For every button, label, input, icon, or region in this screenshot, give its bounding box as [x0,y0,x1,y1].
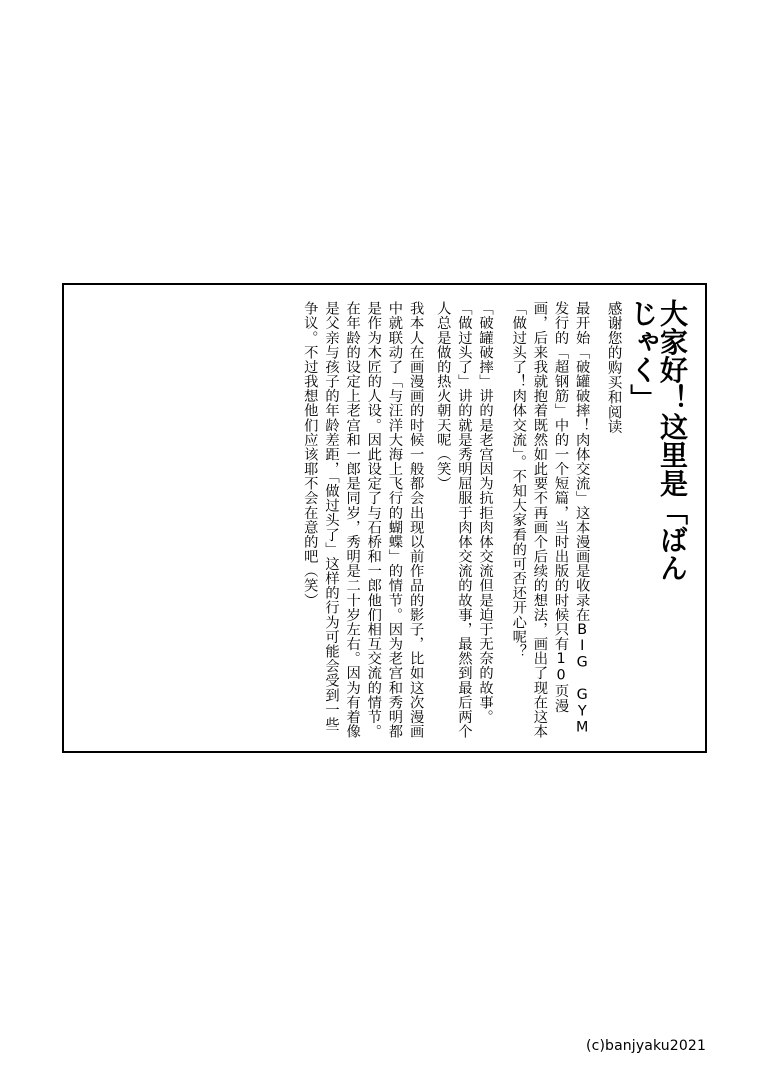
afterword-subtitle: 感谢您的购买和阅读 [605,301,622,435]
afterword-title: 大家好！这里是「ばんじゃく」 [626,299,689,582]
afterword-panel [62,283,707,753]
afterword-paragraph-1: 最开始「破罐破摔！肉体交流」这本漫画是收录在BIG GYM发行的「超钢筋」中的一个短篇，当时出版的时候只有10页漫画，后来我就抱着既然如此要不再画个后续的想法，画出了现在这本「做过头了！肉体交流」。不知大家看的可否还开心呢？ [510,301,591,739]
copyright-notice: (c)banjyaku2021 [586,1038,706,1054]
afterword-paragraph-2: 「破罐破摔」讲的是老宫因为抗拒肉体交流但是迫于无奈的故事。「做过头了」讲的就是秀明屈服于肉体交流的故事，最然到最后两个人总是做的热火朝天呢（笑） [435,301,494,739]
afterword-paragraph-3: 我本人在画漫画的时候一般都会出现以前作品的影子，比如这次漫画中就联动了「与汪洋大海上飞行的蝴蝶」的情节。因为老宫和秀明都是作为木匠的人设。因此设定了与石桥和一郎他们相互交流的情节。在年龄的设定上老宫和一郎是同岁，秀明是二十岁左右。因为有着像是父亲与孩子的年龄差距，「做过头了」这样的行为可能会受到一些争议。不过我想他们应该耶不会在意的吧（笑） [302,301,425,739]
